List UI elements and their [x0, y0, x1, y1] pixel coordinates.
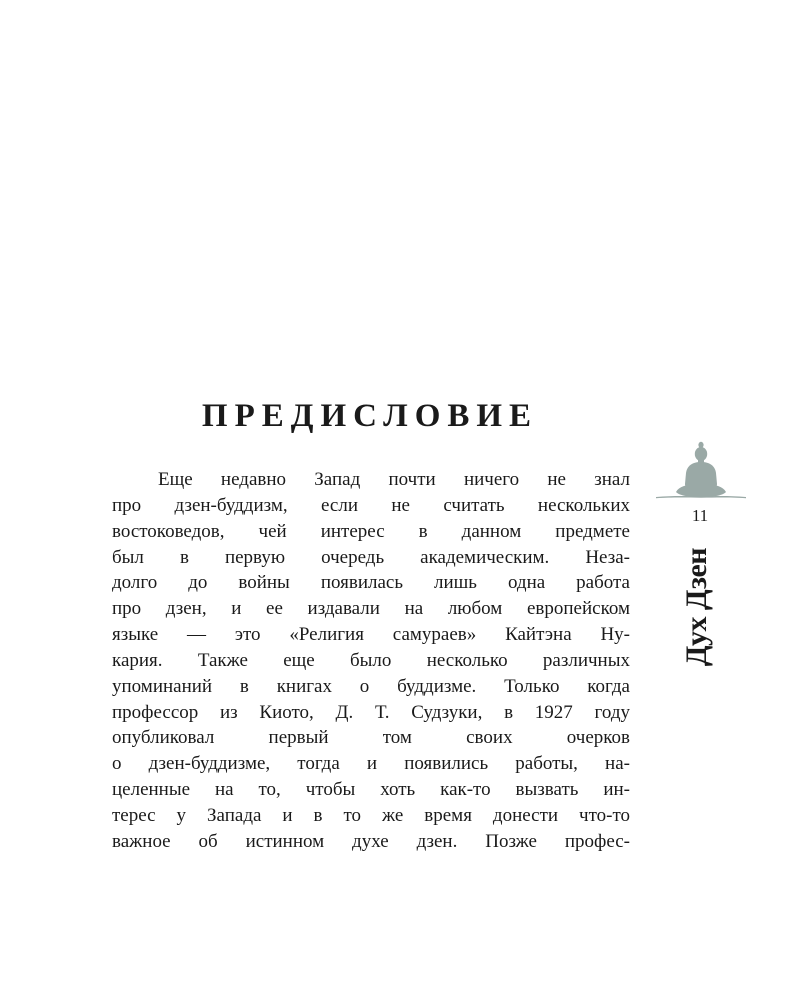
body-line: языке — это «Религия самураев» Кайтэна Ну- [112, 624, 630, 646]
body-text [112, 467, 630, 855]
body-line: востоковедов, чей интерес в данном предмете [112, 520, 630, 542]
body-line: был в первую очередь академическим. Неза- [112, 546, 630, 568]
body-line: про дзен-буддизм, если не считать нескольких [112, 494, 630, 516]
body-line: опубликовал первый том своих очерков [112, 727, 630, 749]
body-line: терес у Запада и в то же время донести что-то [112, 804, 630, 826]
chapter-title: ПРЕДИСЛОВИЕ [201, 398, 539, 434]
body-line: Еще недавно Запад почти ничего не знал [158, 469, 630, 490]
body-line: упоминаний в книгах о буддизме. Только когда [112, 675, 630, 697]
body-line: долго до войны появилась лишь одна работа [112, 572, 630, 594]
body-line: кария. Также еще было несколько различных [112, 649, 630, 671]
body-line: целенные на то, чтобы хоть как-то вызвать ин- [112, 779, 630, 801]
page-number: 11 [691, 506, 709, 525]
page-sidebar [650, 440, 750, 667]
buddha-icon [656, 440, 746, 502]
body-line: важное об истинном духе дзен. Позже профес- [112, 830, 630, 852]
body-line: о дзен-буддизме, тогда и появились работы, на- [112, 753, 630, 775]
running-title-container [672, 532, 722, 682]
running-title: Дух Дзен [680, 547, 713, 667]
body-line: профессор из Киото, Д. Т. Судзуки, в 1927 году [112, 701, 630, 723]
body-line: про дзен, и ее издавали на любом европейском [112, 598, 630, 620]
